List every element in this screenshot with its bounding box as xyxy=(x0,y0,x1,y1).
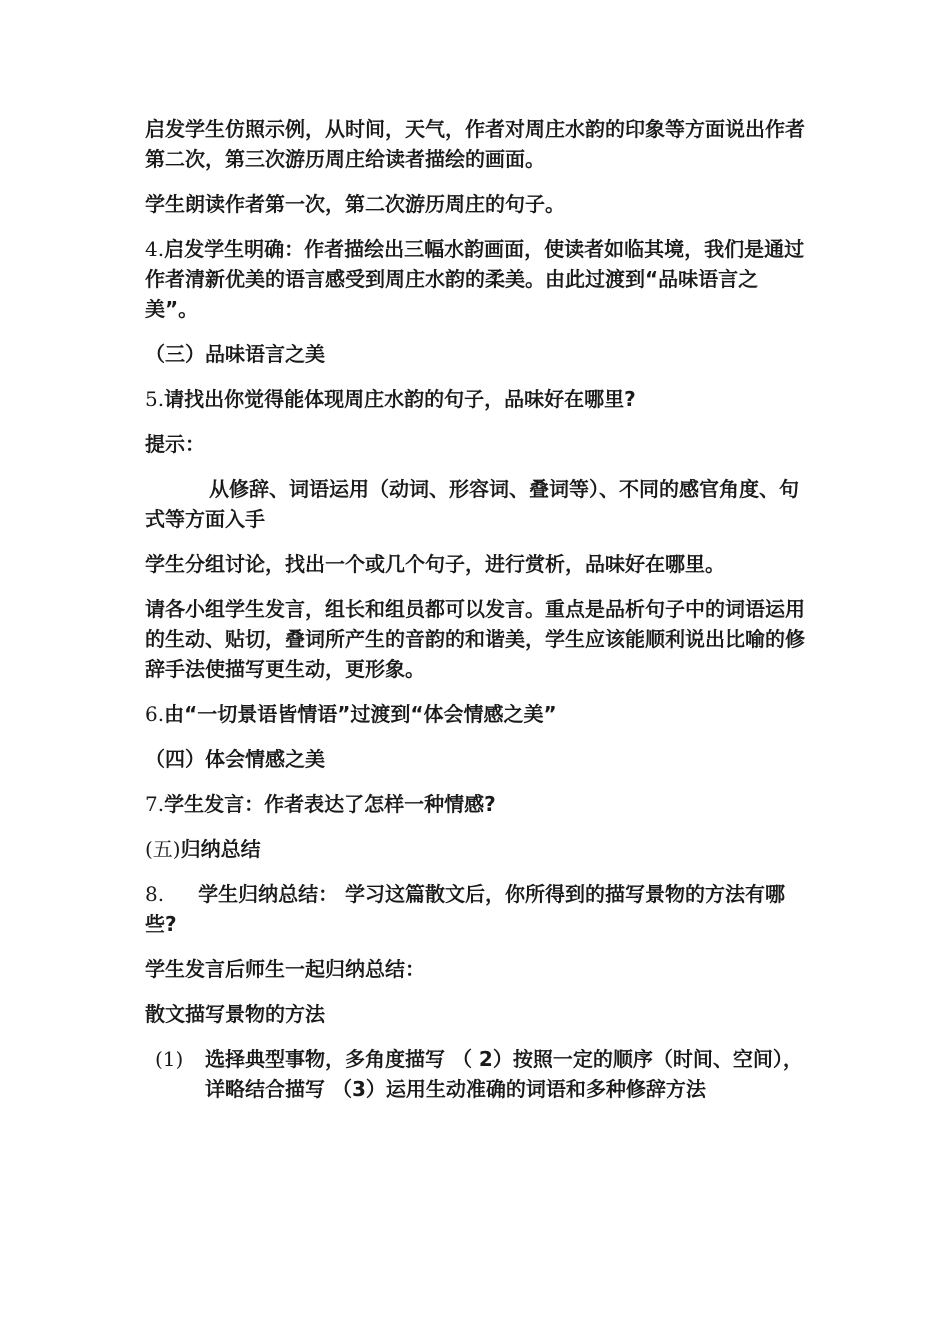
step-number: 7. xyxy=(145,792,165,816)
section-heading-5: (五)归纳总结 xyxy=(145,837,261,861)
paragraph-group-speech: 请各小组学生发言，组长和组员都可以发言。重点是品析句子中的词语运用的生动、贴切，叠词所产生的音韵的和谐美，学生应该能顺利说出比喻的修辞手法使描写更生动，更形象。 xyxy=(145,597,805,681)
step-number: 5. xyxy=(145,387,165,411)
step-number: 6. xyxy=(145,702,165,726)
paragraph-step-6: 6.由“一切景语皆情语”过渡到“体会情感之美” xyxy=(145,702,557,726)
paragraph-methods-title: 散文描写景物的方法 xyxy=(145,1002,325,1026)
paragraph-hint-label: 提示： xyxy=(145,432,205,456)
step-number: 8. xyxy=(145,882,165,906)
document-page xyxy=(145,114,805,1119)
list-item-text: 选择典型事物，多角度描写 （ 2）按照一定的顺序（时间、空间），详略结合描写 （3）运用生动准确的词语和多种修辞方法 xyxy=(205,1047,803,1101)
paragraph-step-7: 7.学生发言：作者表达了怎样一种情感? xyxy=(145,792,496,816)
paragraph-step-4: 4.启发学生明确：作者描绘出三幅水韵画面，使读者如临其境，我们是通过作者清新优美的语言感受到周庄水韵的柔美。由此过渡到“品味语言之美”。 xyxy=(145,237,805,321)
section-number: (五) xyxy=(145,837,181,861)
section-heading-3: （三）品味语言之美 xyxy=(145,342,325,366)
list-marker: (1) xyxy=(155,1047,184,1071)
paragraph-student-reading: 学生朗读作者第一次，第二次游历周庄的句子。 xyxy=(145,192,565,216)
paragraph-step-8: 8. 学生归纳总结： 学习这篇散文后，你所得到的描写景物的方法有哪些? xyxy=(145,882,786,936)
paragraph-hint-content: 从修辞、词语运用（动词、形容词、叠词等）、不同的感官角度、句式等方面入手 xyxy=(145,477,799,531)
section-heading-4: （四）体会情感之美 xyxy=(145,747,325,771)
paragraph-guide-imitation: 启发学生仿照示例，从时间，天气，作者对周庄水韵的印象等方面说出作者第二次，第三次游历周庄给读者描绘的画面。 xyxy=(145,117,805,171)
paragraph-summary-intro: 学生发言后师生一起归纳总结： xyxy=(145,957,425,981)
paragraph-group-discussion: 学生分组讨论，找出一个或几个句子，进行赏析，品味好在哪里。 xyxy=(145,552,725,576)
step-number: 4. xyxy=(145,237,165,261)
methods-list-item xyxy=(155,1044,805,1104)
paragraph-step-5: 5.请找出你觉得能体现周庄水韵的句子，品味好在哪里? xyxy=(145,387,636,411)
